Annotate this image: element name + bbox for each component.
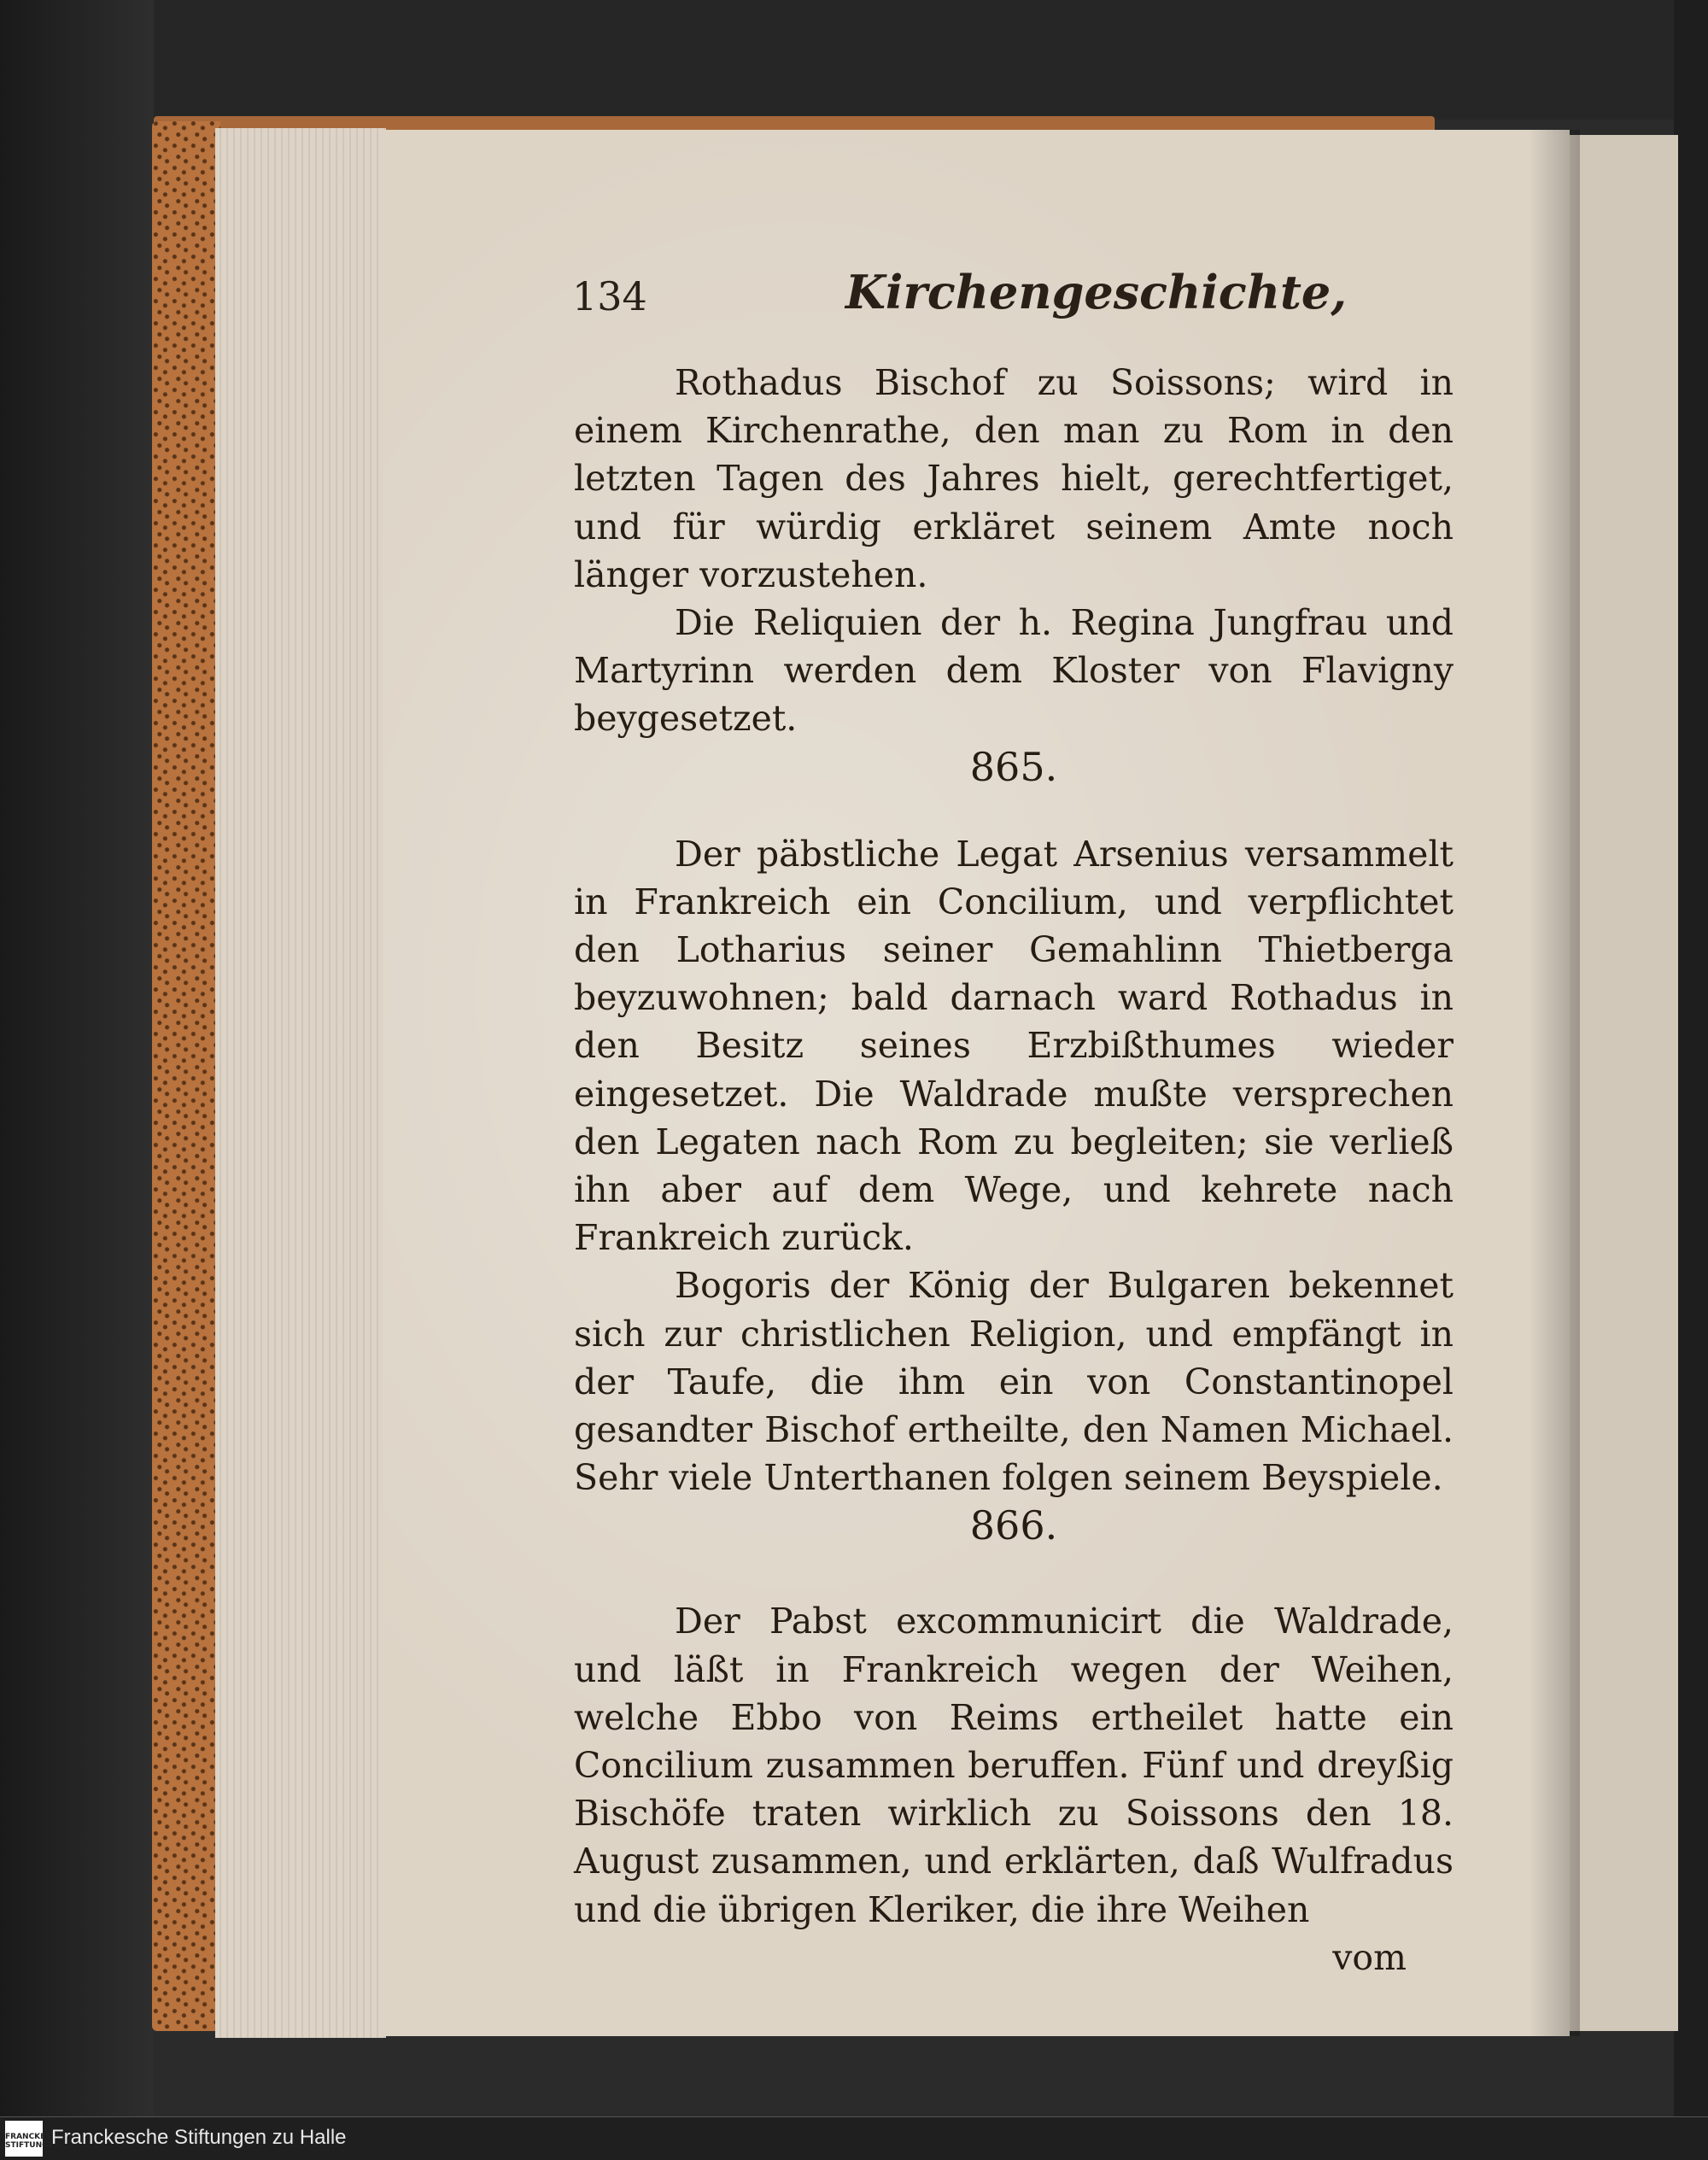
paragraph: Der päbstliche Legat Arsenius versammelt in Frankreich ein Concilium, und verpflichtet den Lotharius seiner Gemahlinn Thietberga beyzuwohnen; bald darnach ward Rothadus in den Besitz seines Erzbißthumes wieder eingesetzet. Die Waldrade mußte versprechen den Legaten nach Rom zu begleiten; sie verließ ihn aber auf dem Wege, und kehrete nach Frankreich zurück. bbox=[574, 833, 1454, 1259]
page-header bbox=[572, 265, 1426, 333]
background-right bbox=[1674, 0, 1708, 2116]
footer-credit: Franckesche Stiftungen zu Halle bbox=[51, 2126, 347, 2149]
paragraph: Bogoris der König der Bulgaren bekennet sich zur christlichen Religion, und empfängt in der Taufe, die ihm ein von Constantinopel gesandter Bischof ertheilte, den Namen Michael. Sehr viele Unterthanen folgen seinem Beyspiele. bbox=[574, 1265, 1454, 1499]
body-text bbox=[574, 359, 1454, 1981]
paragraph: Rothadus Bischof zu Soissons; wird in einem Kirchenrathe, den man zu Rom in den letzten Tagen des Jahres hielt, gerechtfertiget, und für würdig erkläret seinem Amte noch länger vorzustehen. bbox=[574, 362, 1454, 595]
institution-logo[interactable] bbox=[5, 2121, 69, 2157]
book-cover-edge bbox=[152, 121, 220, 2031]
year-heading: 866. bbox=[969, 1502, 1058, 1549]
catchword: vom bbox=[1332, 1936, 1407, 1978]
page-stack bbox=[215, 128, 386, 2038]
paragraph: Die Reliquien der h. Regina Jungfrau und Martyrinn werden dem Kloster von Flavigny beygesetzet. bbox=[574, 602, 1454, 740]
year-heading: 865. bbox=[969, 743, 1058, 790]
paragraph: Der Pabst excommunicirt die Waldrade, und läßt in Frankreich wegen der Weihen, welche Ebbo von Reims ertheilet hatte ein Concilium zusammen beruffen. Fünf und dreyßig Bischöfe traten wirklich zu Soissons den 18. August zusammen, und erklärten, daß Wulfradus und die übrigen Kleriker, die ihre Weihen bbox=[574, 1601, 1454, 1930]
facing-page-edge bbox=[1563, 135, 1678, 2031]
gutter-shadow bbox=[1529, 130, 1580, 2036]
running-title: Kirchengeschichte, bbox=[845, 265, 1348, 319]
background-top bbox=[0, 0, 1708, 120]
background-left bbox=[0, 0, 154, 2116]
page-number: 134 bbox=[572, 273, 647, 319]
logo-text: FRANCKESCHE STIFTUNGEN bbox=[5, 2133, 69, 2150]
viewer-footer bbox=[0, 2116, 1708, 2160]
